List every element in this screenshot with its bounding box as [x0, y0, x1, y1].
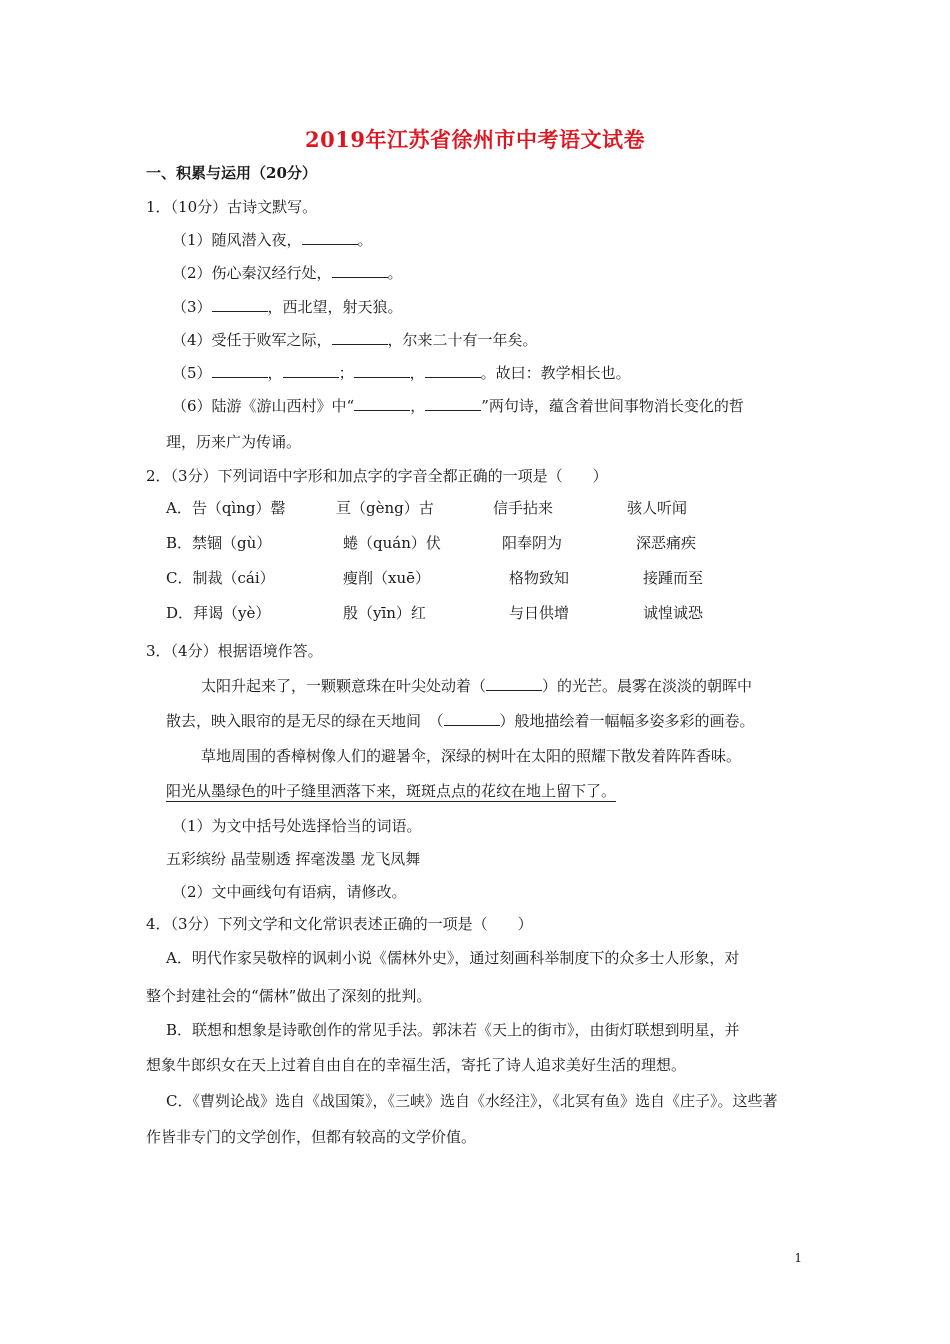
question-3-stem: 3．（4分）根据语境作答。 [146, 642, 323, 660]
q1-item-6-continued: 理，历来广为传诵。 [166, 433, 302, 451]
q2-word: 信手拈来 [493, 499, 554, 517]
q1-item-6-post: ”两句诗，蕴含着世间事物消长变化的哲 [481, 397, 744, 415]
q2-option-b[interactable]: B．禁锢（gù） [166, 534, 272, 552]
q2-word: 深恶痛疾 [636, 534, 697, 552]
question-4-stem: 4．（3分）下列文学和文化常识表述正确的一项是（ ） [146, 915, 533, 933]
q4-option-a[interactable]: A．明代作家吴敬梓的讽刺小说《儒林外史》，通过刻画科举制度下的众多士人形象，对 [166, 949, 740, 967]
q4-option-b-continued: 想象牛郎织女在天上过着自由自在的幸福生活，寄托了诗人追求美好生活的理想。 [146, 1056, 687, 1074]
answer-blank[interactable] [425, 363, 481, 378]
q1-item-3 [172, 297, 403, 317]
q2-word: 阳奉阴为 [502, 534, 563, 552]
answer-blank[interactable] [354, 396, 410, 411]
answer-blank[interactable] [302, 230, 358, 245]
question-2-stem: 2．（3分）下列词语中字形和加点字的字音全都正确的一项是（ ） [146, 467, 608, 485]
q2-word: 骇人听闻 [627, 499, 688, 517]
q2-option-d[interactable]: D．拜谒（yè） [166, 604, 271, 622]
q1-item-4-pre: （4）受任于败军之际， [172, 331, 332, 349]
q1-item-2 [172, 263, 403, 283]
q2-word: 殷（yīn）红 [343, 604, 426, 622]
q3-passage-line-2 [166, 711, 755, 731]
q2-option-a[interactable]: A．告（qìng）罄 [166, 499, 286, 517]
answer-blank[interactable] [212, 363, 268, 378]
q4-option-c-continued: 作皆非专门的文学创作，但都有较高的文学价值。 [146, 1128, 477, 1146]
q3-passage-text: ）般地描绘着一幅幅多姿多彩的画卷。 [499, 712, 755, 730]
q3-sub-question-1: （1）为文中括号处选择恰当的词语。 [172, 817, 422, 835]
q2-word: 与日供增 [509, 604, 570, 622]
answer-blank[interactable] [283, 363, 339, 378]
q3-passage-text: 太阳升起来了，一颗颗意珠在叶尖处动着（ [201, 677, 487, 695]
q3-sub-question-2: （2）文中画线句有语病，请修改。 [172, 883, 407, 901]
q1-item-1-post: 。 [357, 231, 373, 249]
q1-item-4-post: ，尔来二十有一年矣。 [387, 331, 538, 349]
q3-passage-line-3: 草地周围的香樟树像人们的避暑伞，深绿的树叶在太阳的照耀下散发着阵阵香味。 [201, 747, 742, 765]
answer-blank[interactable] [354, 363, 410, 378]
q1-item-5-pre: （5） [172, 364, 212, 382]
q3-passage-text: ）的光芒。晨雾在淡淡的朝晖中 [542, 677, 753, 695]
question-1-stem: 1．（10分）古诗文默写。 [146, 198, 318, 216]
exam-title: 2019年江苏省徐州市中考语文试卷 [305, 127, 645, 152]
q2-word: 接踵而至 [643, 569, 704, 587]
q2-word: 蜷（quán）伏 [343, 534, 441, 552]
answer-blank[interactable] [332, 263, 388, 278]
q1-item-5-post: 。故曰：教学相长也。 [480, 364, 631, 382]
q4-option-c[interactable]: C．《曹刿论战》选自《战国策》，《三峡》选自《水经注》，《北冥有鱼》选自《庄子》。这些著 [166, 1092, 778, 1110]
q1-item-2-pre: （2）伤心秦汉经行处， [172, 264, 332, 282]
q1-item-4 [172, 330, 538, 350]
q2-word: 格物致知 [509, 569, 570, 587]
page-number: 1 [794, 1251, 802, 1265]
q1-item-1-pre: （1）随风潜入夜， [172, 231, 302, 249]
underlined-sentence: 阳光从墨绿色的叶子缝里洒落下来，斑斑点点的花纹在地上留下了。 [166, 782, 617, 800]
q1-item-3-pre: （3） [172, 298, 212, 316]
q2-word: 诚惶诚恐 [643, 604, 704, 622]
answer-blank[interactable] [425, 396, 481, 411]
q1-item-1 [172, 230, 373, 250]
q1-item-6-mid: ， [410, 397, 426, 415]
answer-blank[interactable] [486, 676, 542, 691]
q4-option-a-continued: 整个封建社会的“儒林”做出了深刻的批判。 [146, 987, 432, 1005]
q1-item-6-pre: （6）陆游《游山西村》中“ [172, 397, 355, 415]
q2-option-c[interactable]: C．制裁（cái） [166, 569, 275, 587]
answer-blank[interactable] [332, 330, 388, 345]
q1-item-3-post: ，西北望，射天狼。 [267, 298, 403, 316]
q1-item-5-sep3: ， [409, 364, 425, 382]
q1-item-5 [172, 363, 631, 383]
q2-word: 瘦削（xuē） [343, 569, 430, 587]
q1-item-6 [172, 396, 744, 416]
q1-item-5-sep1: ， [267, 364, 283, 382]
answer-blank[interactable] [212, 297, 268, 312]
q3-word-options: 五彩缤纷 晶莹剔透 挥毫泼墨 龙飞凤舞 [166, 850, 421, 868]
q1-item-5-sep2: ； [338, 364, 354, 382]
answer-blank[interactable] [444, 711, 500, 726]
q3-passage-line-1 [201, 676, 752, 696]
q3-passage-line-4 [166, 781, 616, 801]
q2-word: 亘（gèng）古 [336, 499, 434, 517]
q1-item-2-post: 。 [387, 264, 403, 282]
section-heading: 一、积累与运用（20分） [146, 164, 317, 182]
q3-passage-text: 散去，映入眼帘的是无尽的绿在天地间 （ [166, 712, 444, 730]
q4-option-b[interactable]: B．联想和想象是诗歌创作的常见手法。郭沫若《天上的街市》，由街灯联想到明星，并 [166, 1021, 740, 1039]
